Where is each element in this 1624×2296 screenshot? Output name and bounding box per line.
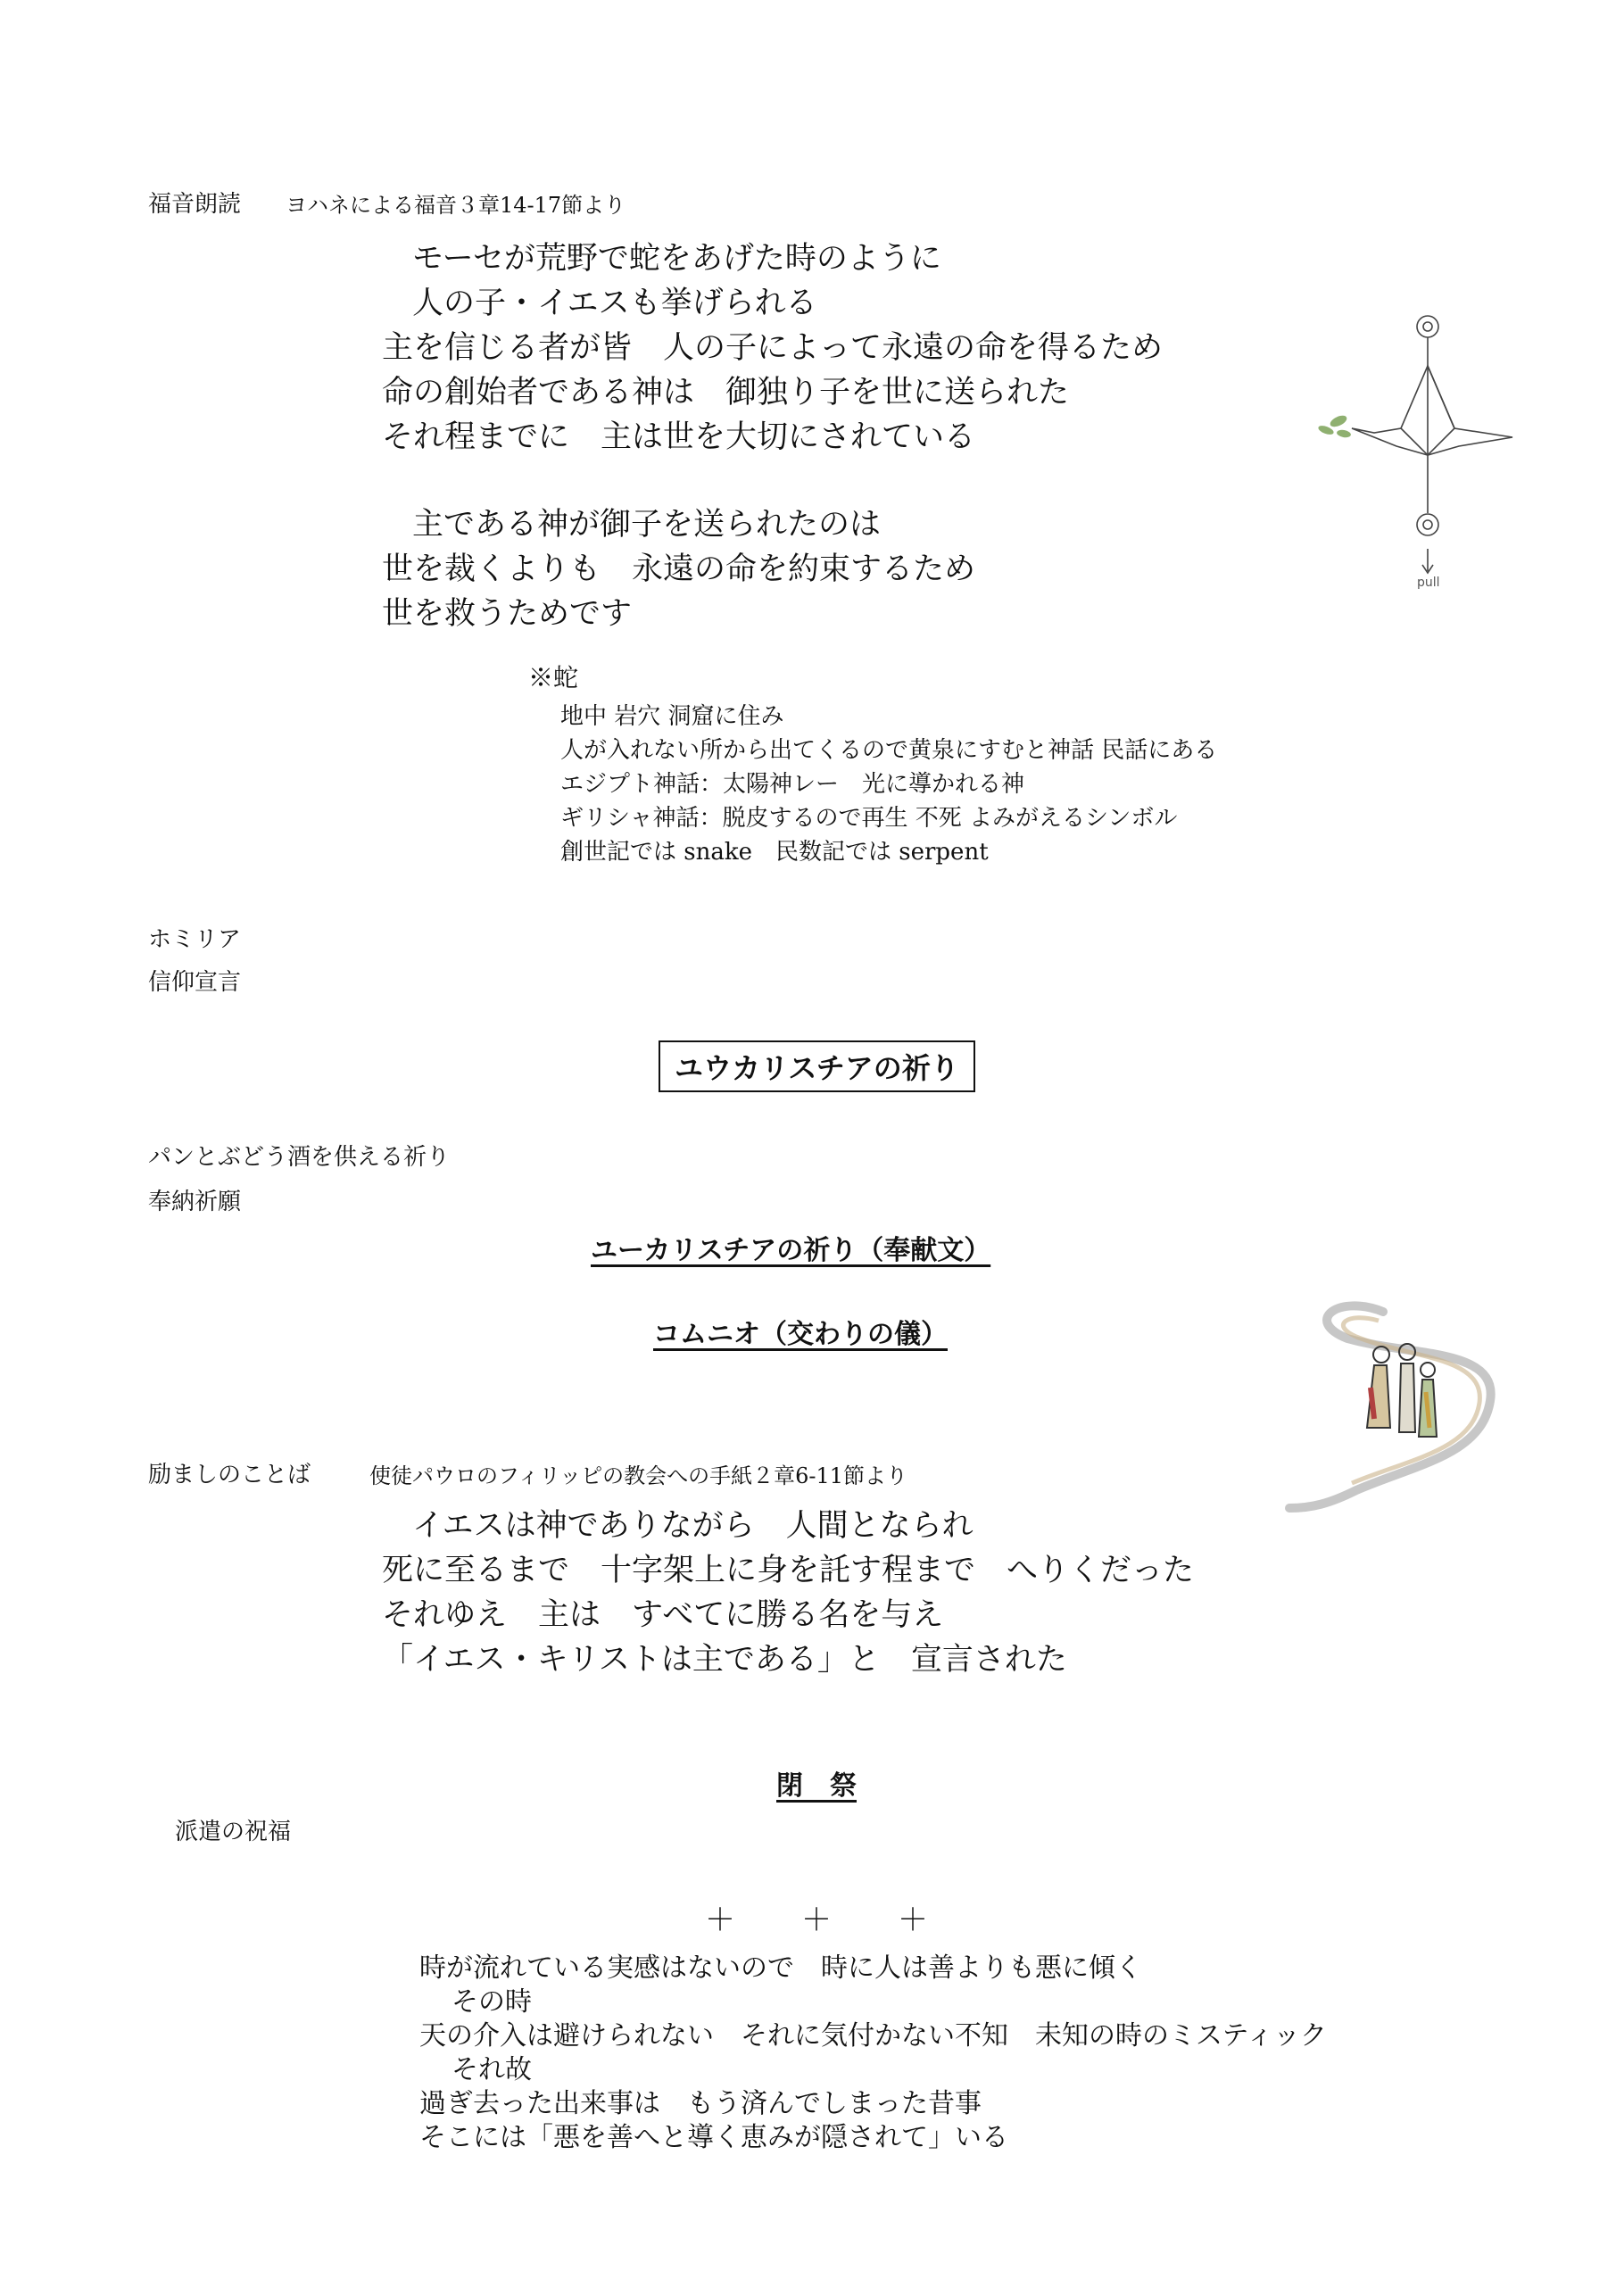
cross-divider: ＋ ＋ ＋ <box>705 1902 930 1938</box>
gospel-label: 福音朗読 <box>148 191 242 218</box>
origami-crane-icon <box>1312 303 1535 598</box>
gospel-verse: 世を救うためです <box>382 596 633 632</box>
poem-line: 過ぎ去った出来事は もう済んでしまった昔事 <box>419 2088 982 2119</box>
snake-note-line: 人が入れない所から出てくるので黄泉にすむと神話 民話にある <box>560 737 1218 764</box>
encouragement-source: 使徒パウロのフィリッピの教会への手紙２章6-11節より <box>369 1463 908 1488</box>
gospel-source: ヨハネによる福音３章14-17節より <box>286 193 626 218</box>
eucharist-box-heading: ユウカリスチアの祈り <box>659 1040 975 1092</box>
poem-line: 時が流れている実感はないので 時に人は善よりも悪に傾く <box>419 1952 1142 1984</box>
poem-line: それ故 <box>452 2054 532 2085</box>
snake-note-line: ギリシャ神話：脱皮するので再生 不死 よみがえるシンボル <box>560 805 1178 832</box>
snake-note-line: 創世記では snake 民数記では serpent <box>560 839 989 866</box>
gospel-verse: 主を信じる者が皆 人の子によって永遠の命を得るため <box>382 330 1164 366</box>
encouragement-verse: 「イエス・キリストは主である」と 宣言された <box>382 1642 1067 1678</box>
encouragement-verse: イエスは神でありながら 人間となられ <box>412 1508 974 1544</box>
people-on-path-icon <box>1285 1285 1526 1526</box>
homily-label: ホミリア <box>148 926 242 953</box>
gospel-verse: それ程までに 主は世を大切にされている <box>382 419 976 455</box>
eucharistic-prayer-heading: ユーカリスチアの祈り（奉献文） <box>591 1235 991 1266</box>
closing-heading: 閉 祭 <box>776 1770 857 1802</box>
poem-line: そこには「悪を善へと導く恵みが隠されて」いる <box>419 2122 1008 2153</box>
people-illustration <box>1285 1285 1526 1526</box>
gospel-verse: 世を裁くよりも 永遠の命を約束するため <box>382 551 976 587</box>
gospel-verse: モーセが荒野で蛇をあげた時のように <box>412 241 941 277</box>
blessing-label: 派遣の祝福 <box>175 1819 292 1845</box>
encouragement-verse: それゆえ 主は すべてに勝る名を与え <box>382 1597 944 1633</box>
snake-note-line: エジプト神話：太陽神レー 光に導かれる神 <box>560 771 1025 798</box>
offertory-label: パンとぶどう酒を供える祈り <box>148 1144 451 1171</box>
crane-illustration <box>1312 303 1535 598</box>
gospel-verse: 命の創始者である神は 御独り子を世に送られた <box>382 375 1070 410</box>
encouragement-verse: 死に至るまで 十字架上に身を託す程まで へりくだった <box>382 1553 1195 1588</box>
offering-prayer-label: 奉納祈願 <box>148 1189 242 1215</box>
communion-heading: コムニオ（交わりの儀） <box>653 1319 948 1350</box>
creed-label: 信仰宣言 <box>148 969 242 996</box>
gospel-verse: 主である神が御子を送られたのは <box>412 507 882 543</box>
gospel-verse: 人の子・イエスも挙げられる <box>412 286 817 321</box>
snake-note-line: 地中 岩穴 洞窟に住み <box>560 703 784 730</box>
crane-caption: pull <box>1417 576 1440 590</box>
encouragement-label: 励ましのことば <box>148 1462 311 1488</box>
poem-line: その時 <box>452 1986 532 2018</box>
snake-note-heading: ※蛇 <box>528 663 579 692</box>
poem-line: 天の介入は避けられない それに気付かない不知 未知の時のミスティック <box>419 2020 1327 2051</box>
